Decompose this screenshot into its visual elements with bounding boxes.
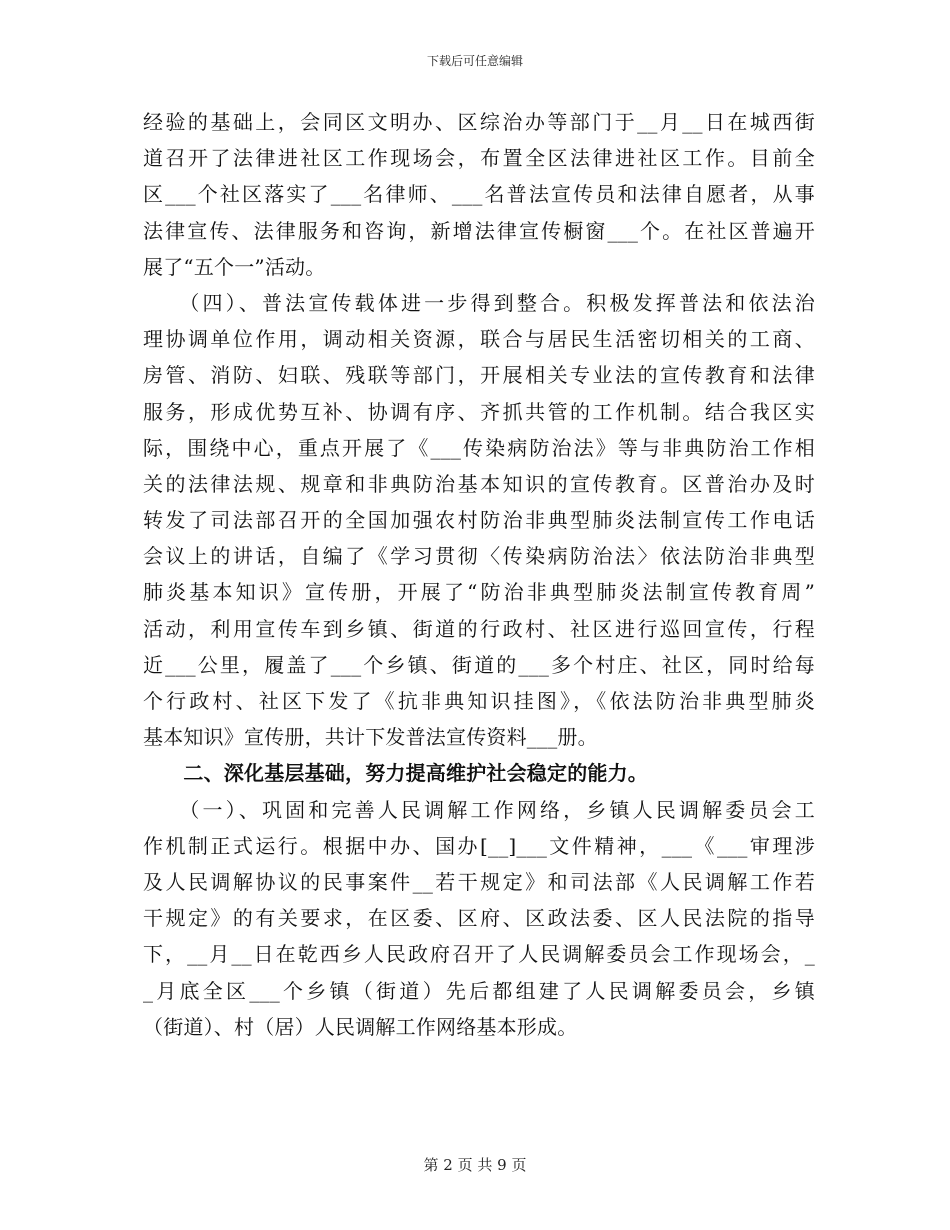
text-line: 活动，利用宣传车到乡镇、街道的行政村、社区进行巡回宣传，行程 [143,616,815,641]
text-line: （一）、巩固和完善人民调解工作网络，乡镇人民调解委员会工 [143,797,815,822]
text-line: 房管、消防、妇联、残联等部门，开展相关专业法的宣传教育和法律 [143,363,815,388]
text-line: 近___公里，履盖了___个乡镇、街道的___多个村庄、社区，同时给每 [143,652,815,677]
text-line: 及人民调解协议的民事案件__若干规定》和司法部《人民调解工作若 [143,869,815,894]
text-line: （街道）、村（居）人民调解工作网络基本形成。 [143,1014,578,1039]
text-line: 理协调单位作用，调动相关资源，联合与居民生活密切相关的工商、 [143,327,815,352]
text-line: 会议上的讲话，自编了《学习贯彻〈传染病防治法〉依法防治非典型 [143,544,815,569]
text-line: 基本知识》宣传册，共计下发普法宣传资料___册。 [143,725,598,750]
text-line: 转发了司法部召开的全国加强农村防治非典型肺炎法制宣传工作电话 [143,508,815,533]
text-line: 经验的基础上，会同区文明办、区综治办等部门于__月__日在城西街 [143,110,815,134]
text-line: 际，围绕中心，重点开展了《___传染病防治法》等与非典防治工作相 [143,435,815,460]
text-line: 道召开了法律进社区工作现场会，布置全区法律进社区工作。目前全 [143,146,815,171]
text-line: 关的法律法规、规章和非典防治基本知识的宣传教育。区普治办及时 [143,471,815,496]
page-footer: 第 2 页 共 9 页 [423,1156,527,1174]
text-line: 区___个社区落实了___名律师、___名普法宣传员和法律自愿者，从事 [143,182,815,207]
text-line: 肺炎基本知识》宣传册，开展了“防治非典型肺炎法制宣传教育周” [143,580,815,605]
text-line: （四）、普法宣传载体进一步得到整合。积极发挥普法和依法治 [143,290,815,315]
text-line: 展了“五个一”活动。 [143,254,326,279]
text-line: 法律宣传、法律服务和咨询，新增法律宣传橱窗___个。在社区普遍开 [143,218,815,243]
page-header: 下载后可任意编辑 [426,54,523,68]
text-line: 个行政村、社区下发了《抗非典知识挂图》，《依法防治非典型肺炎 [143,689,815,713]
text-line: 干规定》的有关要求，在区委、区府、区政法委、区人民法院的指导 [143,906,815,931]
document-body [143,104,815,1045]
text-line: 作机制正式运行。根据中办、国办[__]___文件精神，___《___审理涉 [143,833,815,858]
text-line: 下，__月__日在乾西乡人民政府召开了人民调解委员会工作现场会，_ [143,942,815,967]
text-line: _月底全区___个乡镇（街道）先后都组建了人民调解委员会，乡镇 [143,978,815,1003]
text-line: 服务，形成优势互补、协调有序、齐抓共管的工作机制。结合我区实 [143,399,815,424]
section-heading-line: 二、深化基层基础，努力提高维护社会稳定的能力。 [143,761,648,786]
